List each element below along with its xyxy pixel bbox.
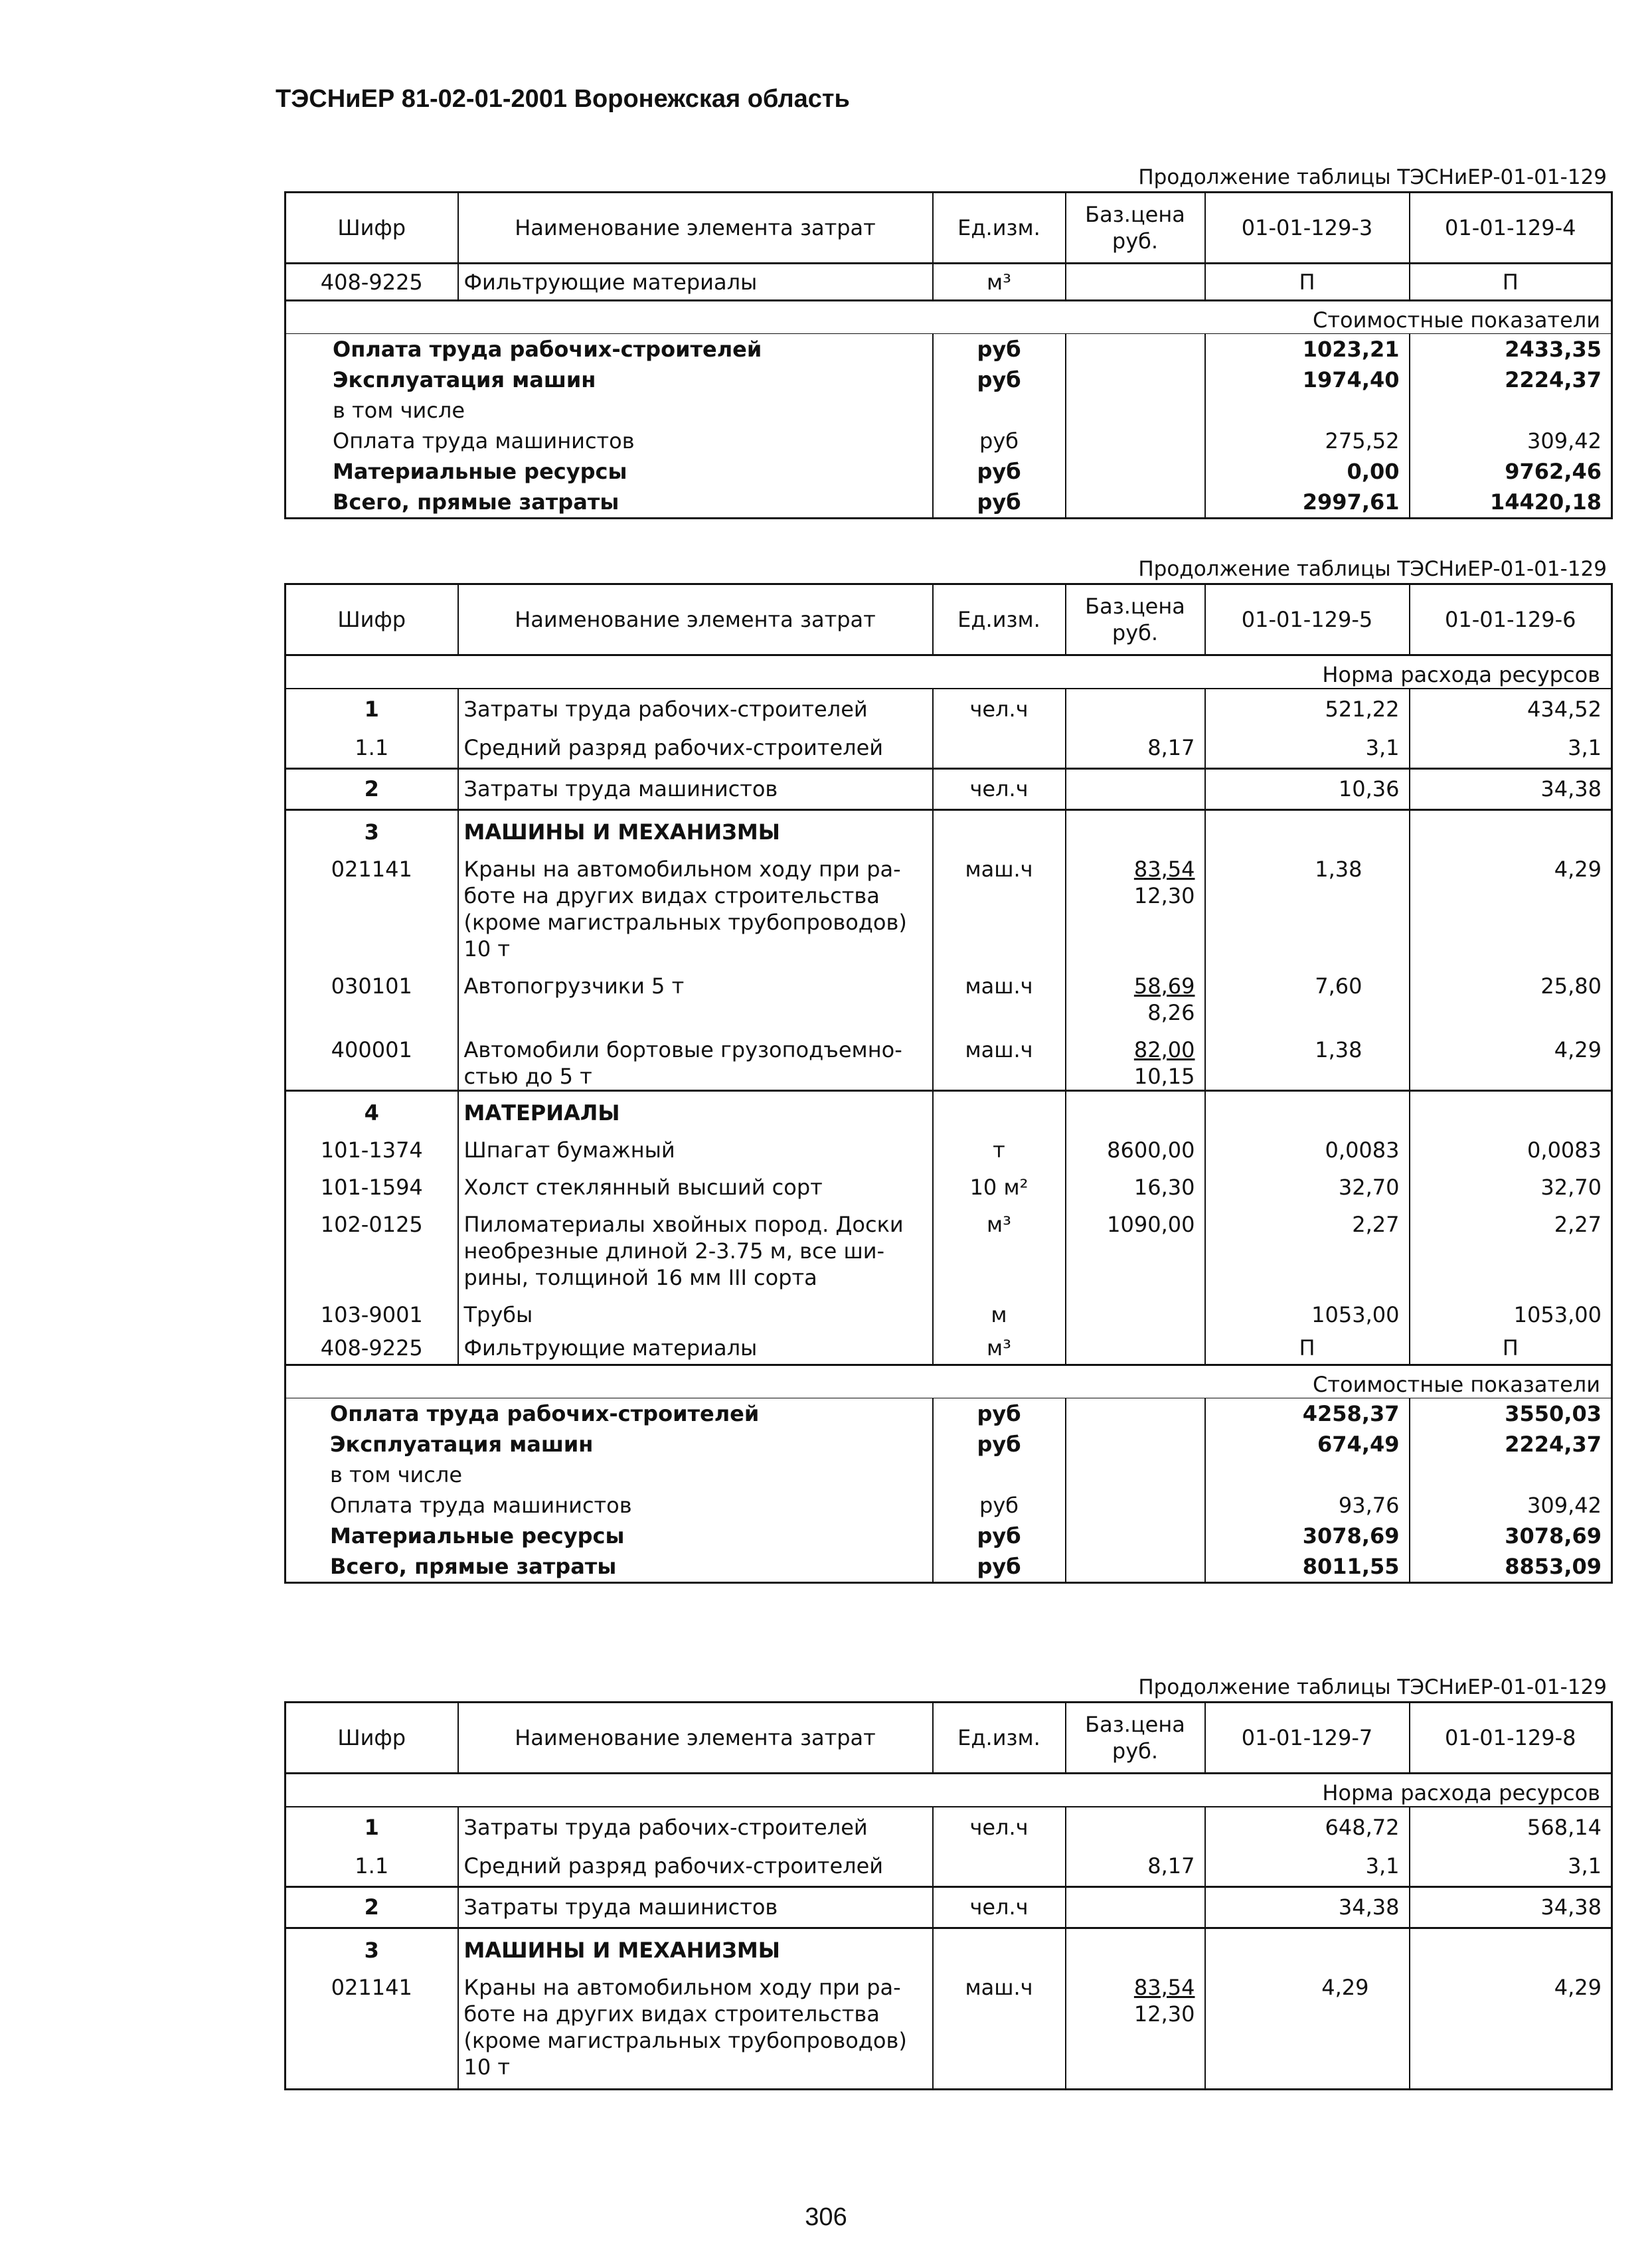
table-block-1 [284, 163, 1611, 519]
row-unit: м³ [933, 1201, 1066, 1291]
row-code: 030101 [286, 962, 458, 1026]
row-price-base: 83,54 [1133, 856, 1195, 882]
table-row [286, 1163, 1612, 1201]
row-unit: чел.ч [933, 768, 1066, 809]
row-name: Фильтрующие материалы [458, 264, 933, 301]
column-header-code: Шифр [286, 584, 458, 655]
column-header-name: Наименование элемента затрат [458, 1703, 933, 1774]
resource-table [284, 191, 1613, 519]
column-header-price: Баз.цена руб. [1066, 584, 1205, 655]
table-caption: Продолжение таблицы ТЭСНиЕР-01-01-129 [1138, 1675, 1607, 1699]
row-name: Трубы [458, 1291, 933, 1328]
table-row [286, 1807, 1612, 1847]
row-price: 8600,00 [1066, 1126, 1205, 1163]
table-header-row [286, 584, 1612, 655]
cost-price [1066, 456, 1205, 487]
table-row [286, 1126, 1612, 1163]
row-value-b: 568,14 [1410, 1807, 1612, 1847]
table-row [286, 1886, 1612, 1928]
row-unit: м³ [933, 264, 1066, 301]
cost-row [286, 456, 1612, 487]
row-name: Автопогрузчики 5 т [458, 962, 933, 1026]
row-name: МАТЕРИАЛЫ [458, 1090, 933, 1126]
cost-row [286, 365, 1612, 395]
table-row [286, 1201, 1612, 1291]
row-name [458, 845, 933, 962]
cost-unit: руб [933, 1398, 1066, 1430]
row-value-a: 0,0083 [1205, 1126, 1410, 1163]
row-code: 021141 [286, 1964, 458, 2090]
row-code: 1 [286, 1807, 458, 1847]
row-name-line: Пиломатериалы хвойных пород. Доски [463, 1211, 904, 1237]
row-unit: маш.ч [933, 1026, 1066, 1091]
cost-unit: руб [933, 365, 1066, 395]
row-price-base: 58,69 [1133, 973, 1195, 999]
cost-value-a: 93,76 [1205, 1490, 1410, 1521]
cost-label: в том числе [286, 395, 933, 426]
cost-row [286, 426, 1612, 456]
section-label-norms: Норма расхода ресурсов [286, 1774, 1612, 1807]
row-value-b: 25,80 [1410, 962, 1612, 1026]
table-header-row [286, 193, 1612, 264]
row-name: МАШИНЫ И МЕХАНИЗМЫ [458, 1928, 933, 1964]
row-value-a: 3,1 [1205, 1847, 1410, 1886]
column-header-code: Шифр [286, 1703, 458, 1774]
row-value-a: 3,1 [1205, 728, 1410, 768]
row-name: Шпагат бумажный [458, 1126, 933, 1163]
row-name [458, 1964, 933, 2090]
cost-value-a: 4258,37 [1205, 1398, 1410, 1430]
row-name-line: (кроме магистральных трубопроводов) [463, 2027, 907, 2053]
cost-value-a: 2997,61 [1205, 487, 1410, 519]
section-row [286, 301, 1612, 334]
row-price: 8,17 [1066, 728, 1205, 768]
resource-table [284, 1701, 1613, 2090]
row-price: 8,17 [1066, 1847, 1205, 1886]
row-value-b: 4,29 [1410, 1964, 1612, 2090]
table-row [286, 689, 1612, 728]
row-price [1066, 1807, 1205, 1847]
cost-row [286, 1551, 1612, 1583]
row-name-line: 10 т [463, 2054, 511, 2080]
row-price [1066, 1291, 1205, 1328]
cost-value-a: 275,52 [1205, 426, 1410, 456]
cost-row [286, 487, 1612, 519]
row-value-a: 7,60 [1205, 962, 1410, 1026]
cost-value-a: 674,49 [1205, 1429, 1410, 1460]
row-price [1066, 845, 1205, 962]
row-unit: чел.ч [933, 689, 1066, 728]
row-name-line: (кроме магистральных трубопроводов) [463, 909, 907, 935]
row-name: Холст стеклянный высший сорт [458, 1163, 933, 1201]
row-code: 3 [286, 809, 458, 845]
row-name-line: Краны на автомобильном ходу при ра- [463, 1974, 901, 2000]
cost-value-b: 309,42 [1410, 1490, 1612, 1521]
table-row [286, 1090, 1612, 1126]
cost-row [286, 1460, 1612, 1490]
resource-table [284, 583, 1613, 1584]
row-value-b: 4,29 [1410, 845, 1612, 962]
row-price [1066, 264, 1205, 301]
row-price [1066, 768, 1205, 809]
row-value-a: 1,38 [1205, 845, 1410, 962]
row-price-wage: 12,30 [1133, 2001, 1195, 2027]
row-unit: т [933, 1126, 1066, 1163]
row-unit [933, 728, 1066, 768]
cost-label: Материальные ресурсы [286, 456, 933, 487]
column-header-price: Баз.цена руб. [1066, 1703, 1205, 1774]
row-price: 16,30 [1066, 1163, 1205, 1201]
column-header-b: 01-01-129-6 [1410, 584, 1612, 655]
cost-value-b: 14420,18 [1410, 487, 1612, 519]
cost-unit: руб [933, 334, 1066, 365]
row-code: 103-9001 [286, 1291, 458, 1328]
row-name-line: необрезные длиной 2-3.75 м, все ши- [463, 1238, 885, 1264]
table-row [286, 1026, 1612, 1091]
row-price-wage: 8,26 [1147, 999, 1195, 1025]
row-value-a: 1053,00 [1205, 1291, 1410, 1328]
row-price: 1090,00 [1066, 1201, 1205, 1291]
row-value-a: 34,38 [1205, 1886, 1410, 1928]
column-header-a: 01-01-129-7 [1205, 1703, 1410, 1774]
row-value-b: 2,27 [1410, 1201, 1612, 1291]
column-header-price: Баз.цена руб. [1066, 193, 1205, 264]
cost-price [1066, 1490, 1205, 1521]
cost-value-b: 2224,37 [1410, 1429, 1612, 1460]
cost-price [1066, 334, 1205, 365]
table-row [286, 1964, 1612, 2090]
cost-label: в том числе [286, 1460, 933, 1490]
row-value-a: 10,36 [1205, 768, 1410, 809]
section-label-norms: Норма расхода ресурсов [286, 655, 1612, 689]
row-code: 408-9225 [286, 1328, 458, 1365]
row-name [458, 1026, 933, 1091]
row-value-b: 0,0083 [1410, 1126, 1612, 1163]
row-price [1066, 1886, 1205, 1928]
section-row [286, 1774, 1612, 1807]
row-price [1066, 1026, 1205, 1091]
row-unit [933, 1847, 1066, 1886]
cost-label: Оплата труда рабочих-строителей [286, 1398, 933, 1430]
cost-label: Всего, прямые затраты [286, 487, 933, 519]
row-unit: чел.ч [933, 1807, 1066, 1847]
table-row [286, 728, 1612, 768]
row-unit: маш.ч [933, 962, 1066, 1026]
cost-label: Оплата труда рабочих-строителей [286, 334, 933, 365]
row-code: 3 [286, 1928, 458, 1964]
table-row [286, 1328, 1612, 1365]
row-name: Средний разряд рабочих-строителей [458, 728, 933, 768]
row-name: Затраты труда машинистов [458, 1886, 933, 1928]
cost-label: Эксплуатация машин [286, 1429, 933, 1460]
document-title: ТЭСНиЕР 81-02-01-2001 Воронежская область [276, 85, 850, 113]
row-code: 2 [286, 1886, 458, 1928]
row-name: Затраты труда рабочих-строителей [458, 1807, 933, 1847]
row-price [1066, 689, 1205, 728]
column-header-name: Наименование элемента затрат [458, 584, 933, 655]
row-unit: чел.ч [933, 1886, 1066, 1928]
row-value-b: П [1410, 264, 1612, 301]
row-value-b: 434,52 [1410, 689, 1612, 728]
cost-row [286, 1398, 1612, 1430]
cost-label: Оплата труда машинистов [286, 1490, 933, 1521]
column-header-name: Наименование элемента затрат [458, 193, 933, 264]
table-caption: Продолжение таблицы ТЭСНиЕР-01-01-129 [1138, 165, 1607, 189]
row-code: 1 [286, 689, 458, 728]
table-header-row [286, 1703, 1612, 1774]
row-unit: 10 м² [933, 1163, 1066, 1201]
cost-value-b: 2224,37 [1410, 365, 1612, 395]
cost-price [1066, 1551, 1205, 1583]
row-name-line: Краны на автомобильном ходу при ра- [463, 856, 901, 882]
row-name-line: боте на других видах строительства [463, 882, 880, 908]
column-header-unit: Ед.изм. [933, 584, 1066, 655]
cost-value-a: 0,00 [1205, 456, 1410, 487]
row-name: Средний разряд рабочих-строителей [458, 1847, 933, 1886]
section-row [286, 655, 1612, 689]
cost-price [1066, 487, 1205, 519]
row-value-a: П [1205, 1328, 1410, 1365]
row-unit: м³ [933, 1328, 1066, 1365]
table-row [286, 1291, 1612, 1328]
table-row [286, 1847, 1612, 1886]
row-code: 1.1 [286, 1847, 458, 1886]
cost-unit: руб [933, 1521, 1066, 1551]
row-price-base: 82,00 [1133, 1037, 1195, 1062]
cost-value-b: 9762,46 [1410, 456, 1612, 487]
column-header-b: 01-01-129-4 [1410, 193, 1612, 264]
cost-row [286, 1521, 1612, 1551]
table-row [286, 962, 1612, 1026]
cost-label: Эксплуатация машин [286, 365, 933, 395]
cost-unit: руб [933, 1429, 1066, 1460]
cost-label: Всего, прямые затраты [286, 1551, 933, 1583]
row-value-a: П [1205, 264, 1410, 301]
row-code: 1.1 [286, 728, 458, 768]
row-code: 021141 [286, 845, 458, 962]
row-value-b: 34,38 [1410, 1886, 1612, 1928]
cost-value-b: 309,42 [1410, 426, 1612, 456]
column-header-unit: Ед.изм. [933, 193, 1066, 264]
cost-price [1066, 1429, 1205, 1460]
row-code: 400001 [286, 1026, 458, 1091]
column-header-a: 01-01-129-3 [1205, 193, 1410, 264]
row-unit: м [933, 1291, 1066, 1328]
cost-price [1066, 1521, 1205, 1551]
row-value-b: 32,70 [1410, 1163, 1612, 1201]
row-name: Фильтрующие материалы [458, 1328, 933, 1365]
row-value-b: 3,1 [1410, 1847, 1612, 1886]
cost-value-b: 3078,69 [1410, 1521, 1612, 1551]
row-name-line: рины, толщиной 16 мм III сорта [463, 1264, 817, 1290]
row-name-line: боте на других видах строительства [463, 2001, 880, 2027]
row-value-a: 4,29 [1205, 1964, 1410, 2090]
row-code: 2 [286, 768, 458, 809]
table-block-2 [284, 555, 1611, 1584]
table-block-3 [284, 1673, 1611, 2090]
cost-price [1066, 426, 1205, 456]
row-name: Затраты труда машинистов [458, 768, 933, 809]
table-row [286, 845, 1612, 962]
row-value-b: П [1410, 1328, 1612, 1365]
table-row [286, 768, 1612, 809]
row-name: МАШИНЫ И МЕХАНИЗМЫ [458, 809, 933, 845]
row-code: 102-0125 [286, 1201, 458, 1291]
cost-value-b: 2433,35 [1410, 334, 1612, 365]
section-label-costs: Стоимостные показатели [286, 1365, 1612, 1398]
row-code: 4 [286, 1090, 458, 1126]
table-row [286, 809, 1612, 845]
cost-value-b: 8853,09 [1410, 1551, 1612, 1583]
cost-label: Материальные ресурсы [286, 1521, 933, 1551]
section-row [286, 1365, 1612, 1398]
column-header-unit: Ед.изм. [933, 1703, 1066, 1774]
row-unit: маш.ч [933, 1964, 1066, 2090]
row-value-a: 1,38 [1205, 1026, 1410, 1091]
row-code: 101-1594 [286, 1163, 458, 1201]
table-row [286, 1928, 1612, 1964]
row-code: 101-1374 [286, 1126, 458, 1163]
cost-value-a: 8011,55 [1205, 1551, 1410, 1583]
row-price-wage: 10,15 [1133, 1063, 1195, 1089]
row-value-a: 32,70 [1205, 1163, 1410, 1201]
row-price-wage: 12,30 [1133, 882, 1195, 908]
column-header-a: 01-01-129-5 [1205, 584, 1410, 655]
cost-value-a: 1023,21 [1205, 334, 1410, 365]
row-value-a: 2,27 [1205, 1201, 1410, 1291]
cost-price [1066, 365, 1205, 395]
row-value-a: 521,22 [1205, 689, 1410, 728]
row-unit: маш.ч [933, 845, 1066, 962]
table-row [286, 264, 1612, 301]
row-value-b: 3,1 [1410, 728, 1612, 768]
column-header-code: Шифр [286, 193, 458, 264]
cost-unit: руб [933, 426, 1066, 456]
row-name-line: 10 т [463, 936, 511, 961]
row-name-line: Автомобили бортовые грузоподъемно- [463, 1037, 902, 1062]
table-caption: Продолжение таблицы ТЭСНиЕР-01-01-129 [1138, 557, 1607, 581]
row-value-b: 34,38 [1410, 768, 1612, 809]
section-label-costs: Стоимостные показатели [286, 301, 1612, 334]
cost-value-b: 3550,03 [1410, 1398, 1612, 1430]
cost-price [1066, 1398, 1205, 1430]
cost-value-a: 1974,40 [1205, 365, 1410, 395]
column-header-b: 01-01-129-8 [1410, 1703, 1612, 1774]
cost-unit: руб [933, 1551, 1066, 1583]
row-price [1066, 962, 1205, 1026]
row-price [1066, 1328, 1205, 1365]
row-name: Затраты труда рабочих-строителей [458, 689, 933, 728]
cost-label: Оплата труда машинистов [286, 426, 933, 456]
row-name [458, 1201, 933, 1291]
cost-unit: руб [933, 456, 1066, 487]
cost-unit: руб [933, 1490, 1066, 1521]
row-code: 408-9225 [286, 264, 458, 301]
row-value-b: 1053,00 [1410, 1291, 1612, 1328]
row-price [1066, 1964, 1205, 2090]
row-price-base: 83,54 [1133, 1974, 1195, 2000]
row-value-b: 4,29 [1410, 1026, 1612, 1091]
page-number: 306 [805, 2203, 847, 2231]
row-value-a: 648,72 [1205, 1807, 1410, 1847]
cost-row [286, 334, 1612, 365]
cost-value-a: 3078,69 [1205, 1521, 1410, 1551]
cost-unit: руб [933, 487, 1066, 519]
cost-row [286, 1490, 1612, 1521]
cost-row [286, 1429, 1612, 1460]
cost-row [286, 395, 1612, 426]
row-name-line: стью до 5 т [463, 1063, 592, 1089]
